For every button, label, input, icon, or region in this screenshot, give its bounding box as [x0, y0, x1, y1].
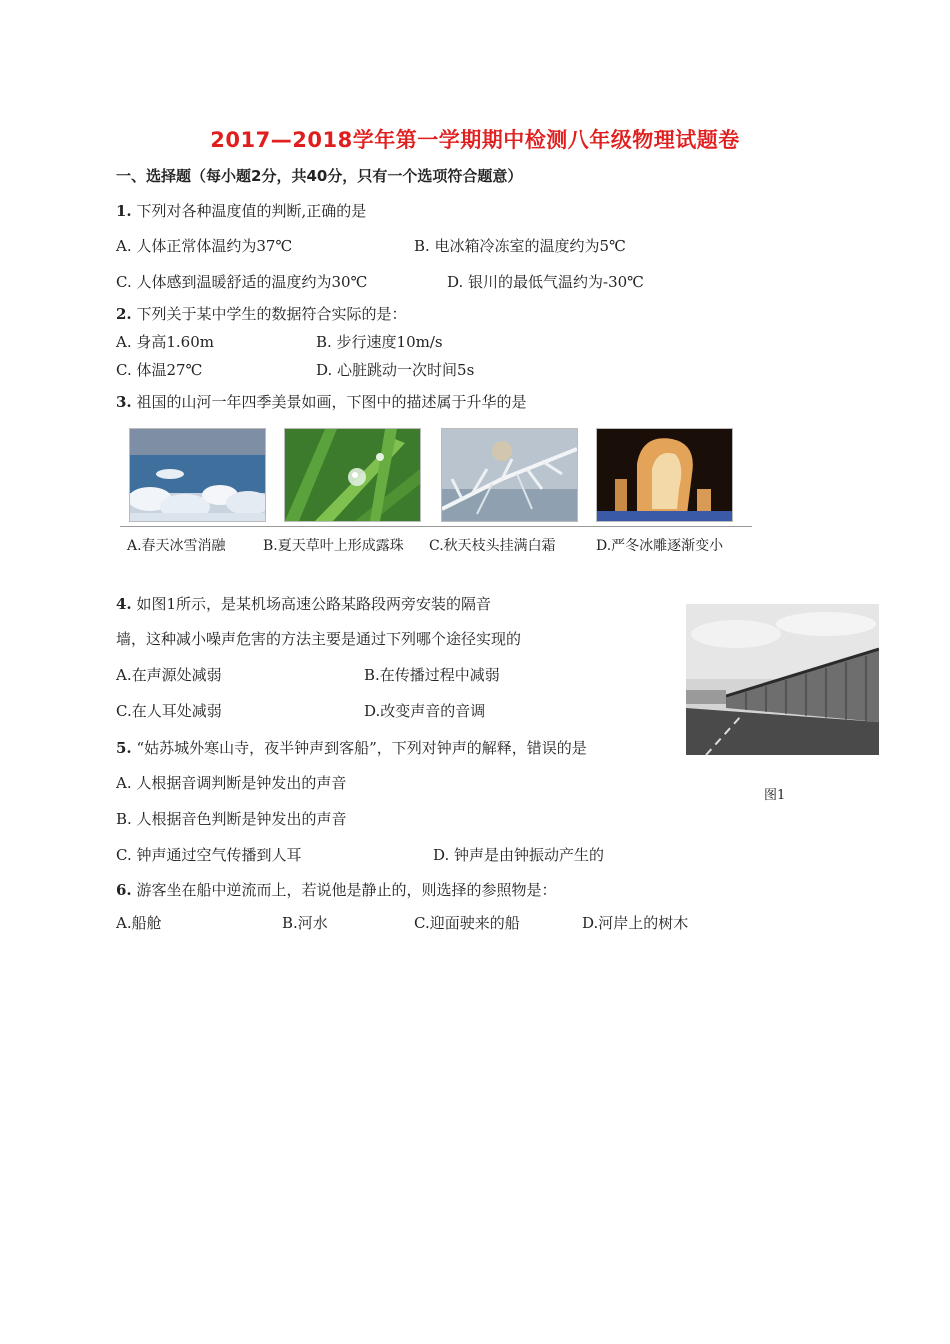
q6-option-a: A.船舱 — [116, 914, 162, 932]
question-4-stem-line2: 墙，这种减小噪声危害的方法主要是通过下列哪个途径实现的 — [116, 630, 522, 648]
question-number: 1. — [116, 202, 132, 220]
question-4 — [116, 593, 491, 614]
q1-option-a: A. 人体正常体温约为37℃ — [116, 237, 293, 255]
question-number: 2. — [116, 305, 132, 323]
q2-option-b: B. 步行速度10m/s — [316, 333, 443, 351]
q2-option-c: C. 体温27℃ — [116, 361, 203, 379]
q6-option-b: B.河水 — [282, 914, 328, 932]
q4-option-c: C.在人耳处减弱 — [116, 702, 222, 720]
photo-winter-ice-sculpture — [596, 428, 733, 522]
q5-option-c: C. 钟声通过空气传播到人耳 — [116, 846, 302, 864]
q4-option-b: B.在传播过程中减弱 — [364, 666, 500, 684]
q1-option-d: D. 银川的最低气温约为-30℃ — [447, 273, 644, 291]
question-stem: 祖国的山河一年四季美景如画，下图中的描述属于升华的是 — [136, 393, 527, 411]
question-number: 5. — [116, 739, 132, 757]
question-1 — [116, 200, 366, 221]
question-2 — [116, 303, 406, 324]
question-stem: 游客坐在船中逆流而上，若说他是静止的，则选择的参照物是： — [136, 881, 557, 899]
question-number: 4. — [116, 595, 132, 613]
q5-option-b: B. 人根据音色判断是钟发出的声音 — [116, 810, 347, 828]
q1-option-b: B. 电冰箱冷冻室的温度约为5℃ — [414, 237, 626, 255]
section-heading: 一、选择题（每小题2分，共40分，只有一个选项符合题意） — [116, 167, 523, 185]
q3-caption-d: D.严冬冰雕逐渐变小 — [596, 538, 724, 554]
photo-autumn-frost-on-branches — [441, 428, 578, 522]
figure-divider — [120, 526, 752, 527]
question-3 — [116, 391, 526, 412]
question-stem: 下列对各种温度值的判断,正确的是 — [136, 202, 367, 220]
q5-option-a: A. 人根据音调判断是钟发出的声音 — [116, 774, 347, 792]
q1-option-c: C. 人体感到温暖舒适的温度约为30℃ — [116, 273, 368, 291]
figure-1-label: 图1 — [764, 788, 786, 803]
q6-option-c: C.迎面驶来的船 — [414, 914, 520, 932]
question-5 — [116, 737, 587, 758]
q3-caption-a: A.春天冰雪消融 — [127, 538, 226, 554]
figure-1-sound-barrier-photo — [686, 604, 879, 755]
photo-spring-snow-melting — [129, 428, 266, 522]
question-stem: 下列关于某中学生的数据符合实际的是： — [136, 305, 407, 323]
q4-option-a: A.在声源处减弱 — [116, 666, 222, 684]
question-number: 3. — [116, 393, 132, 411]
q5-option-d: D. 钟声是由钟振动产生的 — [433, 846, 605, 864]
photo-summer-dew-on-grass — [284, 428, 421, 522]
question-stem: “姑苏城外寒山寺，夜半钟声到客船”，下列对钟声的解释，错误的是 — [136, 739, 587, 757]
question-stem: 如图1所示，是某机场高速公路某路段两旁安装的隔音 — [136, 595, 491, 613]
question-number: 6. — [116, 881, 132, 899]
question-6 — [116, 879, 556, 900]
q3-caption-b: B.夏天草叶上形成露珠 — [263, 538, 404, 554]
page-title: 2017—2018学年第一学期期中检测八年级物理试题卷 — [210, 128, 740, 152]
q4-option-d: D.改变声音的音调 — [364, 702, 486, 720]
q2-option-a: A. 身高1.60m — [116, 333, 214, 351]
q6-option-d: D.河岸上的树木 — [582, 914, 689, 932]
q2-option-d: D. 心脏跳动一次时间5s — [316, 361, 475, 379]
q3-caption-c: C.秋天枝头挂满白霜 — [429, 538, 556, 554]
